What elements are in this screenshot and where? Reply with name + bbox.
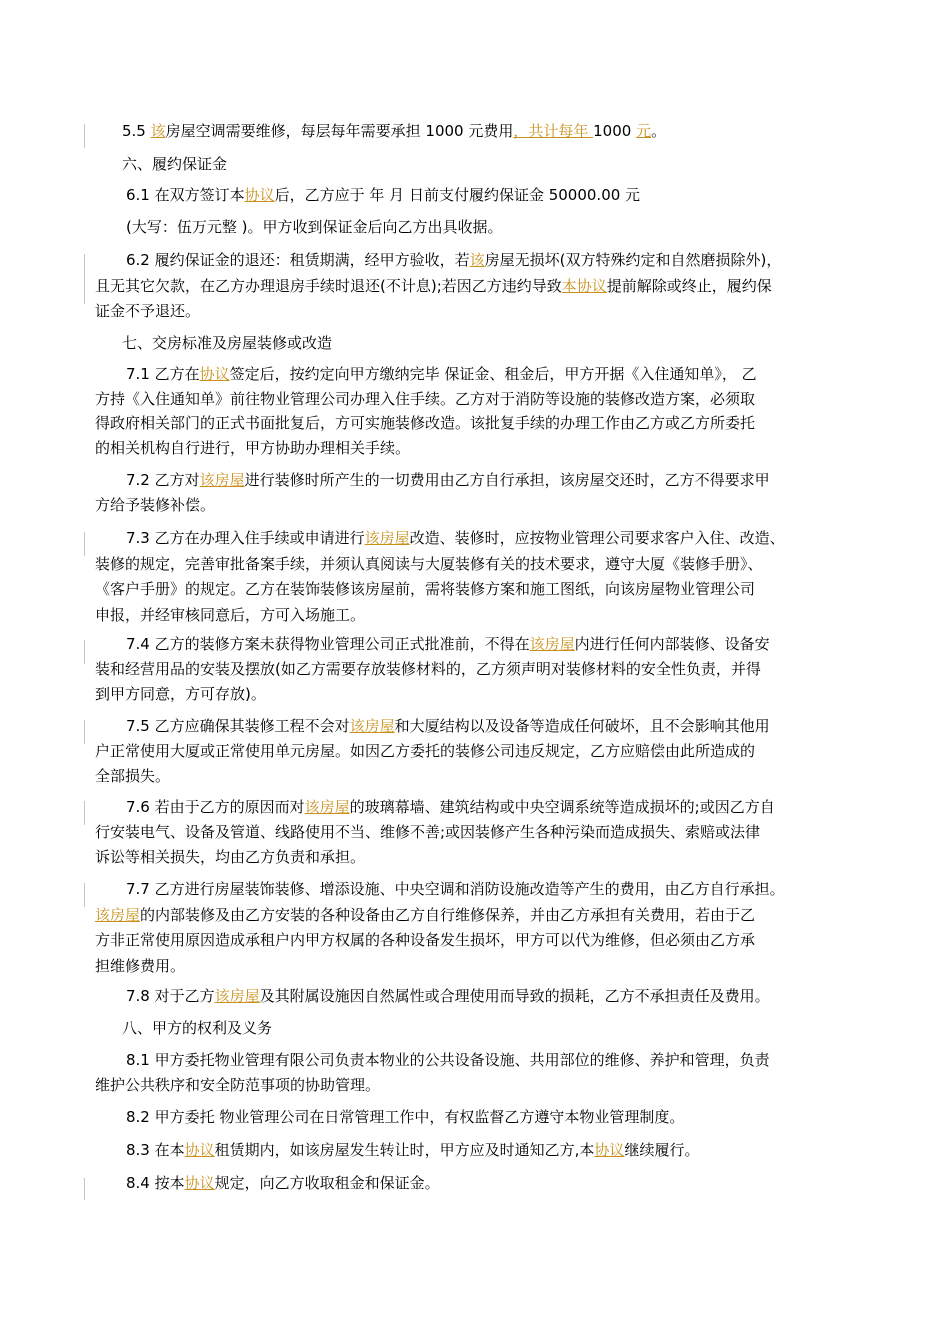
text-run: 1000: [593, 122, 637, 140]
text-run: 的玻璃幕墙、建筑结构或中央空调系统等造成损坏的;或因乙方自: [349, 798, 775, 816]
text-run: 。: [651, 122, 667, 140]
text-run: 改造、装修时，应按物业管理公司要求客户入住、改造、: [409, 529, 785, 547]
text-line: [95, 437, 410, 459]
text-line: [95, 412, 755, 434]
text-run: 担维修费用。: [95, 956, 186, 975]
text-line: [95, 904, 755, 926]
text-run: 方持《入住通知单》前往物业管理公司办理入住手续。乙方对于消防等设施的装修改造方案，必须取: [95, 389, 756, 408]
text-run: 八、甲方的权利及义务: [122, 1019, 273, 1037]
text-run: 证金不予退还。: [95, 302, 201, 320]
text-line: [95, 929, 755, 951]
text-run: 及其附属设施因自然属性或合理使用而导致的损耗，乙方不承担责任及费用。: [259, 987, 770, 1005]
text-run: 提前解除或终止，履约保: [606, 276, 772, 295]
text-run: 到甲方同意，方可存放)。: [95, 685, 266, 703]
text-run: 6.1 在双方签订本: [126, 186, 245, 204]
text-run: 七、交房标准及房屋装修或改造: [122, 334, 333, 352]
text-run: (大写：伍万元整 )。甲方收到保证金后向乙方出具收据。: [126, 218, 503, 236]
change-bar: [84, 883, 85, 907]
text-run: 且无其它欠款，在乙方办理退房手续时退还(不计息);若因乙方违约导致: [95, 276, 562, 295]
text-line: [126, 184, 640, 206]
text-line: [95, 1074, 380, 1096]
text-line: [126, 715, 770, 737]
text-run: 装修的规定，完善审批备案手续，并须认真阅读与大厦装修有关的技术要求，遵守大厦《装修手册》、: [95, 554, 763, 573]
text-run: 7.2 乙方对: [126, 471, 200, 489]
revision-insert: 协议: [184, 1141, 215, 1159]
text-line: [126, 985, 770, 1007]
text-line: [95, 388, 755, 410]
text-line: [126, 1139, 699, 1161]
revision-insert: 元: [636, 122, 652, 140]
text-run: 全部损失。: [95, 767, 171, 785]
text-run: 7.3 乙方在办理入住手续或申请进行: [126, 529, 365, 547]
change-bar: [84, 640, 85, 664]
revision-insert: 该房屋: [304, 798, 350, 816]
text-line: [95, 740, 755, 762]
revision-insert: 该: [469, 251, 485, 269]
text-line: [126, 1172, 440, 1194]
revision-insert: 协议: [184, 1174, 215, 1192]
text-line: [126, 527, 785, 549]
text-run: 得政府相关部门的正式书面批复后，方可实施装修改造。该批复手续的办理工作由乙方或乙方所委托: [95, 414, 756, 432]
text-line: [126, 1049, 770, 1071]
text-line: [126, 1106, 684, 1128]
text-line: [95, 683, 266, 705]
text-run: 装和经营用品的安装及摆放(如乙方需要存放装修材料的，乙方须声明对装修材料的安全性负责，并得: [95, 660, 761, 678]
text-line: [126, 469, 770, 491]
text-line: [95, 578, 755, 600]
text-line: [126, 216, 502, 238]
text-run: 8.2 甲方委托 物业管理公司在日常管理工作中，有权监督乙方遵守本物业管理制度。: [126, 1108, 685, 1126]
text-line: [95, 955, 185, 977]
text-run: 的相关机构自行进行，甲方协助办理相关手续。: [95, 438, 411, 457]
revision-insert: 该房屋: [95, 905, 141, 924]
text-run: 方给予装修补偿。: [95, 496, 216, 514]
revision-insert: 该房屋: [364, 529, 410, 547]
text-run: 户正常使用大厦或正常使用单元房屋。如因乙方委托的装修公司违反规定，乙方应赔偿由此所造成的: [95, 742, 756, 760]
text-run: 维护公共秩序和安全防范事项的协助管理。: [95, 1076, 381, 1094]
text-run: 6.2 履约保证金的退还：租赁期满，经甲方验收，若: [126, 251, 470, 269]
text-line: [122, 120, 666, 142]
revision-insert: 本协议: [561, 276, 607, 295]
text-line: [126, 249, 781, 271]
text-run: 进行装修时所产生的一切费用由乙方自行承担，该房屋交还时，乙方不得要求甲: [244, 471, 770, 489]
text-line: [95, 553, 763, 575]
revision-insert: 该房屋: [214, 987, 260, 1005]
text-run: 的内部装修及由乙方安装的各种设备由乙方自行维修保养，并由乙方承担有关费用，若由于乙: [140, 905, 756, 924]
revision-insert: 协议: [594, 1141, 625, 1159]
text-line: [95, 494, 215, 516]
change-bar: [84, 720, 85, 744]
text-line: [126, 633, 770, 655]
revision-insert: 该房屋: [199, 471, 245, 489]
revision-insert: ，共计每年: [513, 122, 594, 140]
text-line: [122, 1017, 272, 1039]
text-run: 规定，向乙方收取租金和保证金。: [214, 1174, 440, 1192]
change-bar: [84, 124, 85, 148]
text-run: 7.4 乙方的装修方案未获得物业管理公司正式批准前，不得在: [126, 635, 530, 653]
text-run: 《客户手册》的规定。乙方在装饰装修该房屋前，需将装修方案和施工图纸，向该房屋物业管理公司: [95, 580, 756, 598]
text-line: [95, 846, 365, 868]
change-bar: [84, 801, 85, 825]
change-bar: [84, 254, 85, 304]
text-run: 内进行任何内部装修、设备安: [574, 635, 770, 653]
text-run: 7.1 乙方在: [126, 365, 200, 383]
text-run: 行安装电气、设备及管道、线路使用不当、维修不善;或因装修产生各种污染而造成损失、索赔或法律: [95, 823, 761, 841]
text-run: 7.6 若由于乙方的原因而对: [126, 798, 305, 816]
text-line: [95, 658, 761, 680]
text-run: 六、履约保证金: [122, 155, 228, 173]
revision-insert: 该房屋: [529, 635, 575, 653]
text-run: 8.1 甲方委托物业管理有限公司负责本物业的公共设备设施、共用部位的维修、养护和管理，负责: [126, 1051, 770, 1069]
revision-insert: 该房屋: [349, 717, 395, 735]
text-run: 7.7 乙方进行房屋装饰装修、增添设施、中央空调和消防设施改造等产生的费用，由乙方自行承担。: [126, 880, 785, 898]
text-line: [95, 821, 760, 843]
text-line: [126, 878, 785, 900]
change-bar: [84, 1178, 85, 1200]
text-line: [126, 363, 757, 385]
text-run: 8.3 在本: [126, 1141, 185, 1159]
text-line: [122, 153, 227, 175]
revision-insert: 该: [150, 122, 166, 140]
revision-insert: 协议: [199, 365, 230, 383]
text-run: 7.5 乙方应确保其装修工程不会对: [126, 717, 350, 735]
revision-insert: 协议: [244, 186, 275, 204]
text-run: 和大厦结构以及设备等造成任何破坏，且不会影响其他用: [394, 717, 770, 735]
text-line: [122, 332, 332, 354]
text-run: 5.5: [122, 122, 151, 140]
text-run: 方非正常使用原因造成承租户内甲方权属的各种设备发生损坏，甲方可以代为维修，但必须由乙方承: [95, 931, 756, 949]
text-line: [95, 765, 170, 787]
text-line: [95, 604, 365, 626]
text-run: 继续履行。: [624, 1141, 700, 1159]
text-line: [95, 275, 772, 297]
text-run: 诉讼等相关损失，均由乙方负责和承担。: [95, 848, 366, 866]
text-run: 租赁期内，如该房屋发生转让时，甲方应及时通知乙方,本: [214, 1141, 595, 1159]
text-run: 申报，并经审核同意后，方可入场施工。: [95, 605, 366, 624]
change-bar: [84, 532, 85, 556]
text-run: 8.4 按本: [126, 1174, 185, 1192]
text-run: 后，乙方应于 年 月 日前支付履约保证金 50000.00 元: [274, 186, 641, 204]
text-run: 房屋空调需要维修，每层每年需要承担 1000 元费用: [165, 122, 514, 140]
text-line: [126, 796, 775, 818]
text-run: 7.8 对于乙方: [126, 987, 215, 1005]
text-line: [95, 300, 200, 322]
text-run: 签定后，按约定向甲方缴纳完毕 保证金、租金后，甲方开据《入住通知单》， 乙: [229, 365, 757, 383]
text-run: 房屋无损坏(双方特殊约定和自然磨损除外)，: [484, 251, 782, 269]
